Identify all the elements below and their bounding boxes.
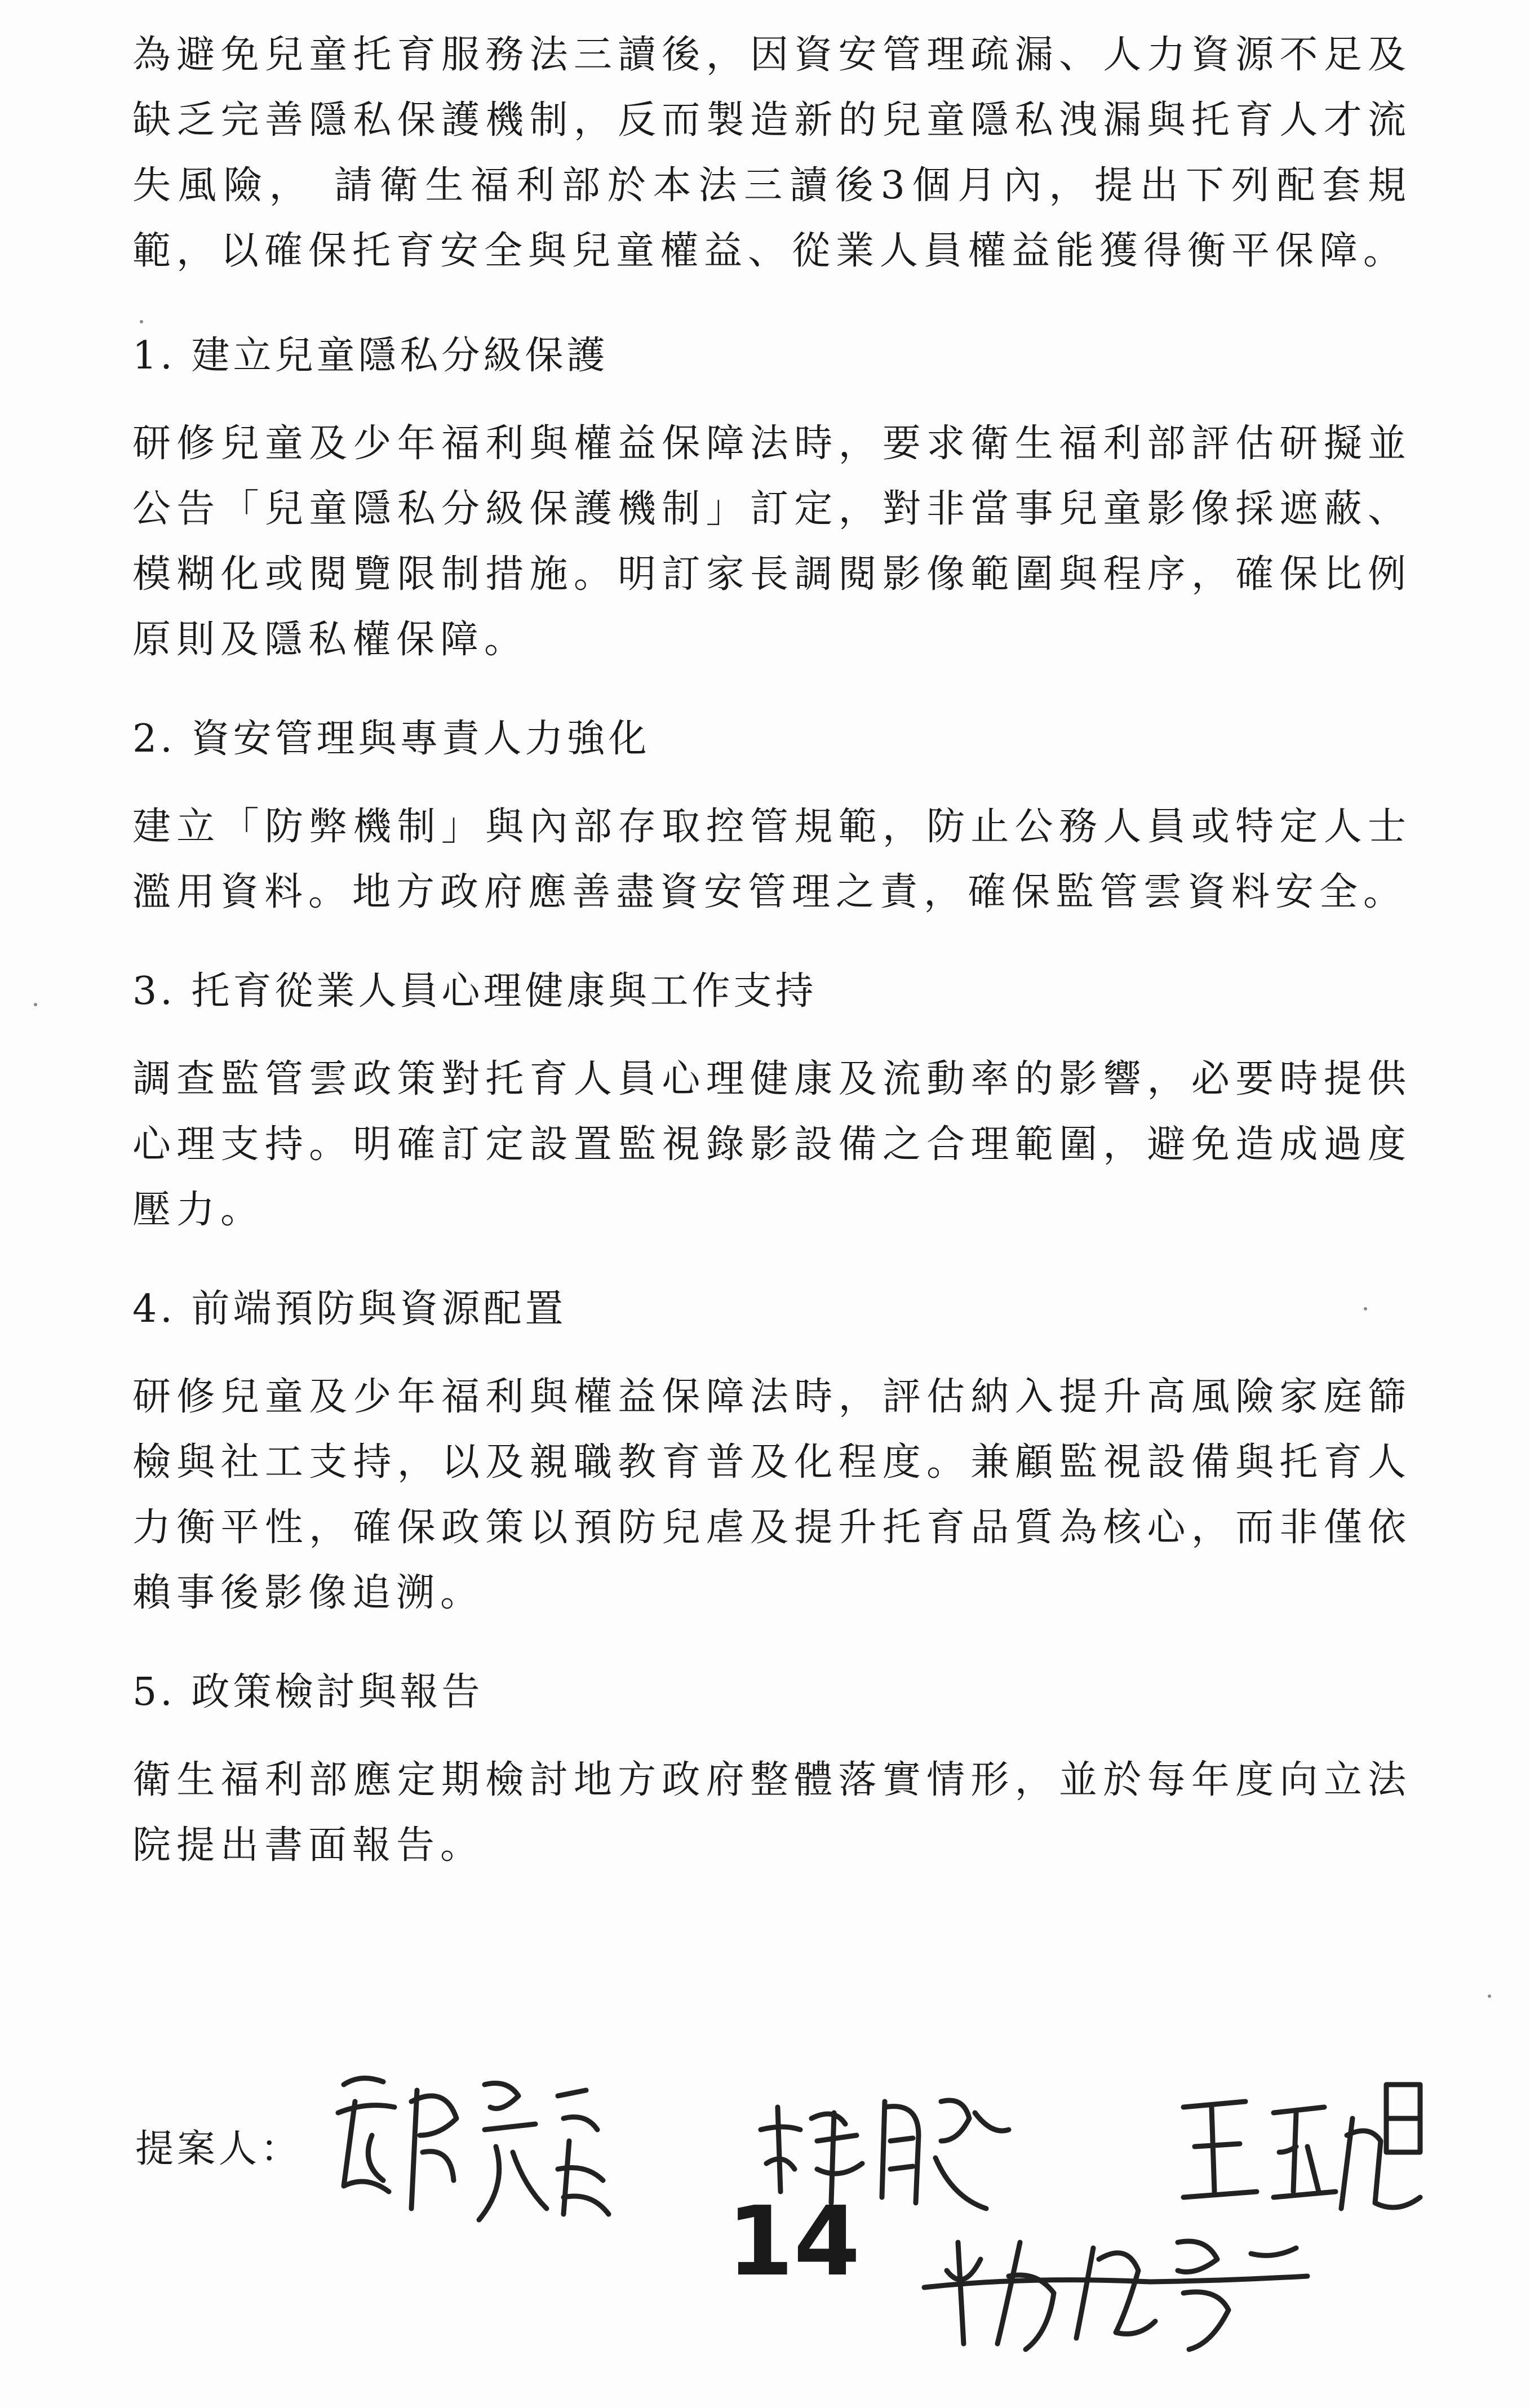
section-2 [132,707,1412,925]
section-body: 衛生福利部應定期檢討地方政府整體落實情形，並於每年度向立法院提出書面報告。 [132,1758,1412,1868]
section-5 [132,1660,1412,1878]
section-heading: 3. 托育從業人員心理健康與工作支持 [132,969,817,1014]
scan-speck [1488,1994,1491,1998]
scan-speck [140,320,143,323]
signature-1 [321,2051,614,2242]
section-1 [132,323,1412,673]
section-4 [132,1277,1412,1626]
section-body: 建立「防弊機制」與內部存取控管規範，防止公務人員或特定人士濫用資料。地方政府應善盡資安管理之責，確保監管雲資料安全。 [132,805,1412,914]
section-heading: 5. 政策檢討與報告 [132,1670,484,1714]
section-body: 調查監管雲政策對托育人員心理健康及流動率的影響，必要時提供心理支持。明確訂定設置監視錄影設備之合理範圍，避免造成過度壓力。 [132,1057,1412,1232]
section-body: 研修兒童及少年福利與權益保障法時，要求衛生福利部評估研擬並公告「兒童隱私分級保護機制」訂定，對非當事兒童影像採遮蔽、模糊化或閱覽限制措施。明訂家長調閱影像範圍與程序，確保比例原則及隱私權保障。 [132,421,1412,662]
proposers-block [135,2085,1431,2378]
section-3 [132,959,1412,1243]
section-body: 研修兒童及少年福利與權益保障法時，評估納入提升高風險家庭篩檢與社工支持，以及親職教育普及化程度。兼顧監視設備與托育人力衡平性，確保政策以預防兒虐及提升托育品質為核心，而非僅依賴事後影像追溯。 [132,1375,1412,1615]
signature-3 [1172,2062,1431,2231]
proposer-label: 提案人： [135,2127,303,2171]
document-body [132,23,1412,1912]
scan-speck [34,1003,37,1006]
intro-paragraph: 為避免兒童托育服務法三讀後，因資安管理疏漏、人力資源不足及缺乏完善隱私保護機制，反而製造新的兒童隱私洩漏與托育人才流失風險， 請衛生福利部於本法三讀後3個月內，提出下列配套規範，以確保托育安全與兒童權益、從業人員權益能獲得衡平保障。 [132,33,1412,273]
page-number: 14 [727,2186,861,2298]
section-heading: 4. 前端預防與資源配置 [132,1287,567,1331]
signature-4 [913,2209,1341,2366]
section-heading: 2. 資安管理與專責人力強化 [132,717,650,761]
scan-speck [1364,1307,1367,1310]
section-heading: 1. 建立兒童隱私分級保護 [132,334,609,378]
